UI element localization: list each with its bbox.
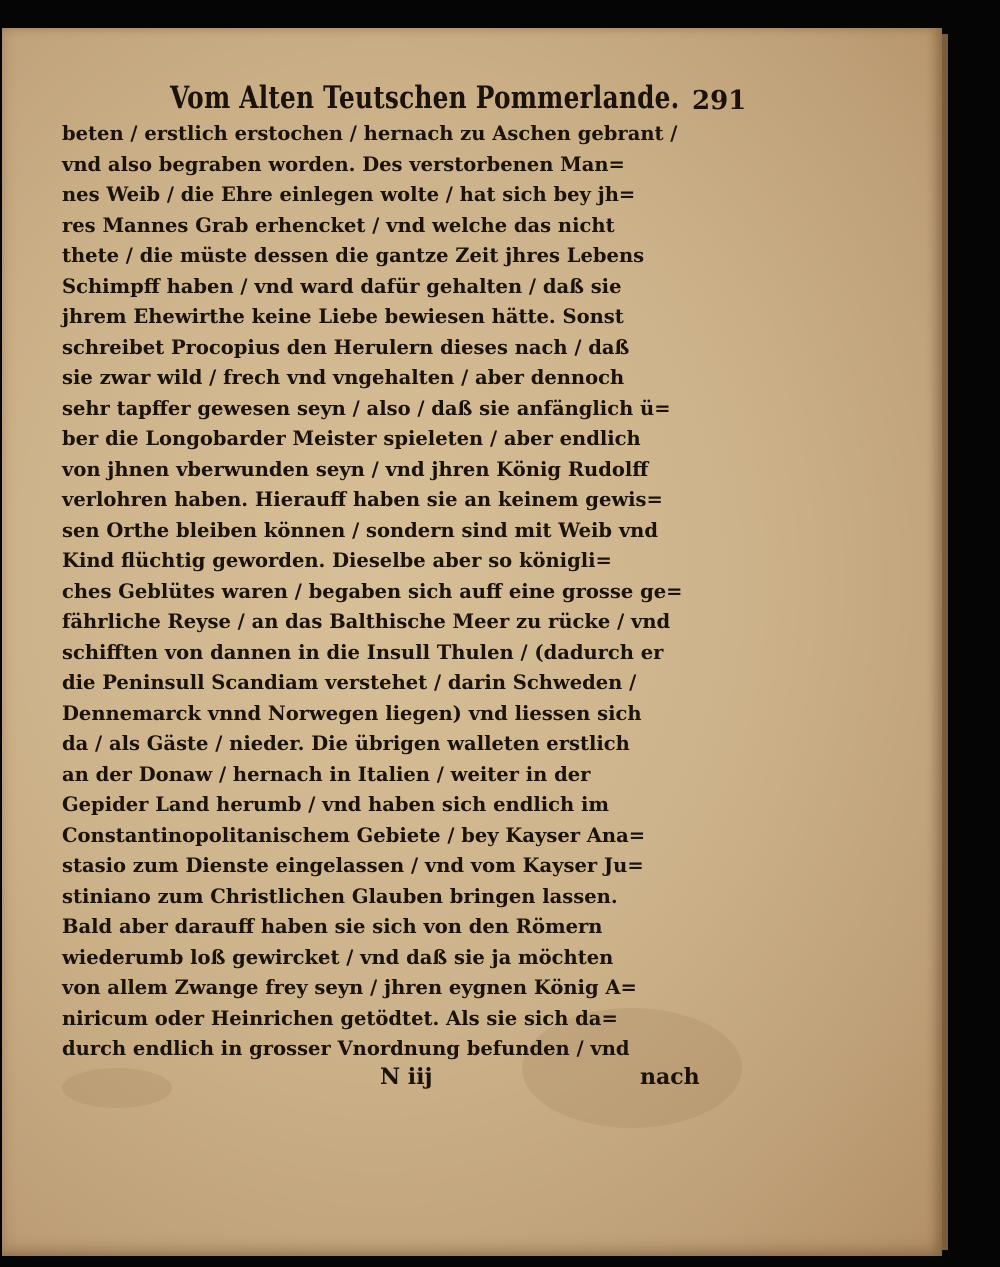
text-line: stiniano zum Christlichen Glauben bringen lassen. <box>62 884 618 908</box>
text-line: Kind flüchtig geworden. Dieselbe aber so königli= <box>62 549 612 572</box>
text-line: ches Geblütes waren / begaben sich auff eine grosse ge= <box>62 579 683 603</box>
text-line: beten / erstlich erstochen / hernach zu Aschen gebrant / <box>62 122 678 145</box>
text-line: Schimpff haben / vnd ward dafür gehalten / daß sie <box>62 274 622 298</box>
text-line: schifften von dannen in die Insull Thulen / (dadurch er <box>62 640 664 664</box>
text-line: von jhnen vberwunden seyn / vnd jhren König Rudolff <box>62 457 649 481</box>
text-line: stasio zum Dienste eingelassen / vnd vom Kayser Ju= <box>62 854 644 877</box>
running-head: Vom Alten Teutschen Pommerlande. <box>170 80 680 116</box>
text-line: res Mannes Grab erhencket / vnd welche das nicht <box>62 213 615 237</box>
text-line: sie zwar wild / frech vnd vngehalten / aber dennoch <box>62 366 625 389</box>
text-line: von allem Zwange frey seyn / jhren eygnen König A= <box>62 976 637 999</box>
body-text <box>62 119 742 1065</box>
signature-mark: N iij <box>380 1064 433 1090</box>
text-line: fährliche Reyse / an das Balthische Meer zu rücke / vnd <box>62 610 671 633</box>
page-edge <box>942 34 948 1250</box>
text-line: niricum oder Heinrichen getödtet. Als sie sich da= <box>62 1006 618 1030</box>
page-footer <box>62 1064 722 1098</box>
text-line: Gepider Land herumb / vnd haben sich endlich im <box>62 793 610 816</box>
catchword: nach <box>640 1064 700 1090</box>
text-line: Constantinopolitanischem Gebiete / bey Kayser Ana= <box>62 823 646 847</box>
text-line: wiederumb loß gewircket / vnd daß sie ja möchten <box>62 945 614 969</box>
text-line: vnd also begraben worden. Des verstorbenen Man= <box>62 152 625 176</box>
text-line: nes Weib / die Ehre einlegen wolte / hat sich bey jh= <box>62 183 636 206</box>
text-line: verlohren haben. Hierauff haben sie an keinem gewis= <box>62 488 663 511</box>
text-line: ber die Longobarder Meister spieleten / aber endlich <box>62 427 641 450</box>
text-line: thete / die müste dessen die gantze Zeit jhres Lebens <box>62 244 645 267</box>
text-line: die Peninsull Scandiam verstehet / darin Schweden / <box>62 671 637 694</box>
text-line: sen Orthe bleiben können / sondern sind mit Weib vnd <box>62 518 658 542</box>
text-line: Dennemarck vnnd Norwegen liegen) vnd liessen sich <box>62 701 642 725</box>
text-line: da / als Gäste / nieder. Die übrigen walleten erstlich <box>62 732 630 755</box>
text-line: jhrem Ehewirthe keine Liebe bewiesen hätte. Sonst <box>62 305 624 328</box>
text-line: sehr tapffer gewesen seyn / also / daß sie anfänglich ü= <box>62 396 671 420</box>
text-line: Bald aber darauff haben sie sich von den Römern <box>62 915 603 938</box>
text-line: durch endlich in grosser Vnordnung befunden / vnd <box>62 1037 630 1060</box>
text-line: schreibet Procopius den Herulern dieses nach / daß <box>62 335 630 359</box>
text-line: an der Donaw / hernach in Italien / weiter in der <box>62 762 591 786</box>
page-number: 291 <box>692 86 747 116</box>
